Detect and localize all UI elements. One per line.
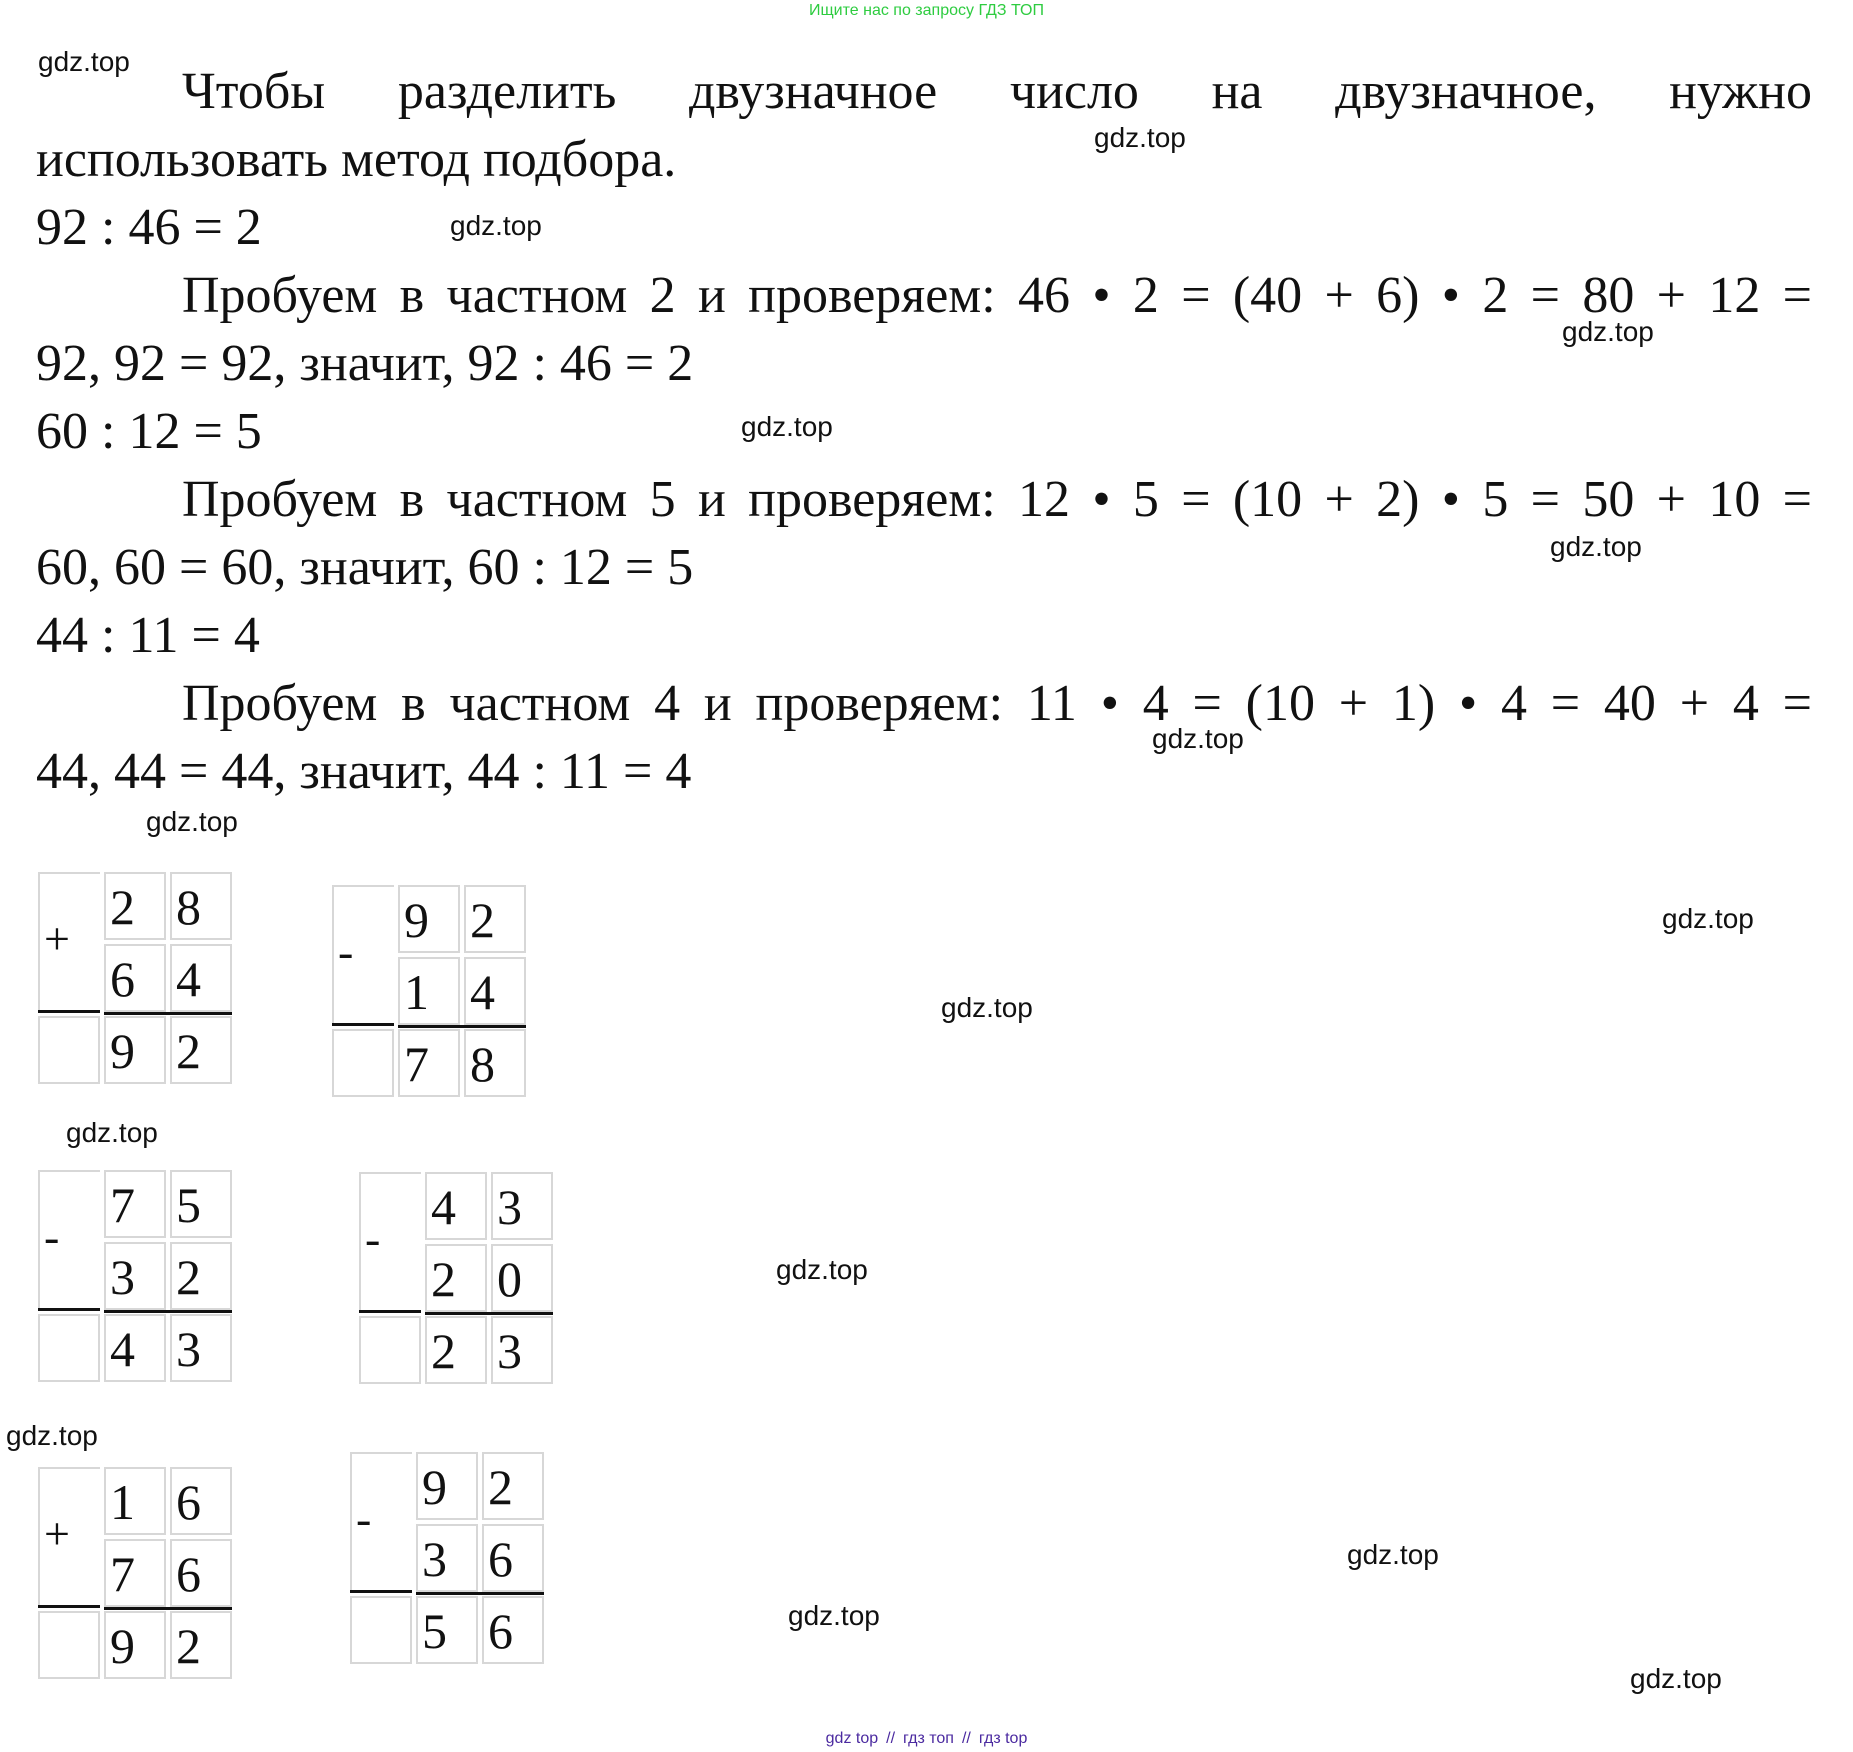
operand-digit: 3 — [491, 1172, 553, 1240]
empty-cell — [350, 1596, 412, 1664]
result-digit: 4 — [104, 1314, 166, 1382]
operand-digit: 3 — [416, 1524, 478, 1592]
watermark: gdz.top — [38, 46, 130, 77]
empty-cell — [38, 1314, 100, 1382]
sum-line — [104, 1607, 232, 1610]
operand-digit: 3 — [104, 1242, 166, 1310]
sign-underline — [359, 1310, 421, 1313]
operand-digit: 7 — [104, 1170, 166, 1238]
footer-links — [0, 1730, 1853, 1748]
operand-digit: 2 — [170, 1242, 232, 1310]
footer-link-gdz-top-mixed[interactable]: гдз top — [978, 1730, 1028, 1747]
footer-separator: // — [886, 1730, 896, 1747]
result-digit: 5 — [416, 1596, 478, 1664]
operand-digit: 1 — [104, 1467, 166, 1535]
operand-digit: 0 — [491, 1244, 553, 1312]
empty-cell — [38, 1611, 100, 1679]
result-digit: 7 — [398, 1029, 460, 1097]
empty-cell — [38, 1016, 100, 1084]
operand-digit: 5 — [170, 1170, 232, 1238]
search-hint[interactable]: Ищите нас по запросу ГДЗ ТОП — [809, 2, 1044, 19]
footer-link-gdz-top[interactable]: gdz top — [825, 1730, 879, 1747]
watermark: gdz.top — [1662, 903, 1754, 934]
footer-link-gdz-top-ru[interactable]: гдз топ — [903, 1730, 954, 1747]
example-2-check: Пробуем в частном 5 и проверяем: 12 • 5 = (10 + 2) • 5 = 50 + 10 = — [182, 471, 1812, 528]
operand-digit: 2 — [464, 885, 526, 953]
example-1-result: 92, 92 = 92, значит, 92 : 46 = 2 — [36, 335, 694, 392]
sum-line — [104, 1310, 232, 1313]
watermark: gdz.top — [450, 210, 542, 241]
operand-digit: 8 — [170, 872, 232, 940]
operand-digit: 6 — [482, 1524, 544, 1592]
result-digit: 2 — [170, 1611, 232, 1679]
watermark: gdz.top — [66, 1117, 158, 1148]
operand-digit: 4 — [170, 944, 232, 1012]
example-3-check: Пробуем в частном 4 и проверяем: 11 • 4 = (10 + 1) • 4 = 40 + 4 = — [182, 675, 1812, 732]
example-3-title: 44 : 11 = 4 — [36, 607, 260, 664]
result-digit: 3 — [491, 1316, 553, 1384]
watermark: gdz.top — [6, 1420, 98, 1451]
plus-sign: + — [44, 1508, 70, 1559]
result-digit: 8 — [464, 1029, 526, 1097]
sign-underline — [350, 1590, 412, 1593]
result-digit: 6 — [482, 1596, 544, 1664]
sum-line — [416, 1592, 544, 1595]
minus-sign: - — [44, 1211, 60, 1262]
sum-line — [104, 1012, 232, 1015]
operand-digit: 2 — [425, 1244, 487, 1312]
operand-digit: 6 — [104, 944, 166, 1012]
operand-digit: 6 — [170, 1539, 232, 1607]
sign-underline — [38, 1605, 100, 1608]
watermark: gdz.top — [1550, 531, 1642, 562]
intro-line-2: использовать метод подбора. — [36, 131, 677, 188]
minus-sign: - — [365, 1213, 381, 1264]
watermark: gdz.top — [1630, 1663, 1722, 1694]
result-digit: 2 — [425, 1316, 487, 1384]
empty-cell — [332, 1029, 394, 1097]
footer-separator: // — [961, 1730, 971, 1747]
operand-digit: 7 — [104, 1539, 166, 1607]
operand-digit: 1 — [398, 957, 460, 1025]
example-2-result: 60, 60 = 60, значит, 60 : 12 = 5 — [36, 539, 694, 596]
watermark: gdz.top — [1562, 316, 1654, 347]
watermark: gdz.top — [941, 992, 1033, 1023]
example-3-result: 44, 44 = 44, значит, 44 : 11 = 4 — [36, 743, 692, 800]
operand-digit: 9 — [398, 885, 460, 953]
sum-line — [425, 1312, 553, 1315]
operand-digit: 4 — [425, 1172, 487, 1240]
example-1-check: Пробуем в частном 2 и проверяем: 46 • 2 = (40 + 6) • 2 = 80 + 12 = — [182, 267, 1812, 324]
watermark: gdz.top — [1347, 1539, 1439, 1570]
empty-cell — [359, 1316, 421, 1384]
sign-underline — [38, 1308, 100, 1311]
minus-sign: - — [338, 926, 354, 977]
sign-underline — [332, 1023, 394, 1026]
operand-digit: 2 — [482, 1452, 544, 1520]
watermark: gdz.top — [1152, 723, 1244, 754]
operand-digit: 6 — [170, 1467, 232, 1535]
result-digit: 3 — [170, 1314, 232, 1382]
sum-line — [398, 1025, 526, 1028]
plus-sign: + — [44, 913, 70, 964]
watermark: gdz.top — [788, 1600, 880, 1631]
result-digit: 9 — [104, 1611, 166, 1679]
watermark: gdz.top — [146, 806, 238, 837]
operand-digit: 2 — [104, 872, 166, 940]
operand-digit: 9 — [416, 1452, 478, 1520]
minus-sign: - — [356, 1493, 372, 1544]
sign-underline — [38, 1010, 100, 1013]
result-digit: 2 — [170, 1016, 232, 1084]
example-1-title: 92 : 46 = 2 — [36, 199, 262, 256]
watermark: gdz.top — [776, 1254, 868, 1285]
result-digit: 9 — [104, 1016, 166, 1084]
example-2-title: 60 : 12 = 5 — [36, 403, 262, 460]
intro-line-1: Чтобы разделить двузначное число на двузначное, нужно — [182, 63, 1812, 120]
watermark: gdz.top — [741, 411, 833, 442]
operand-digit: 4 — [464, 957, 526, 1025]
watermark: gdz.top — [1094, 122, 1186, 153]
